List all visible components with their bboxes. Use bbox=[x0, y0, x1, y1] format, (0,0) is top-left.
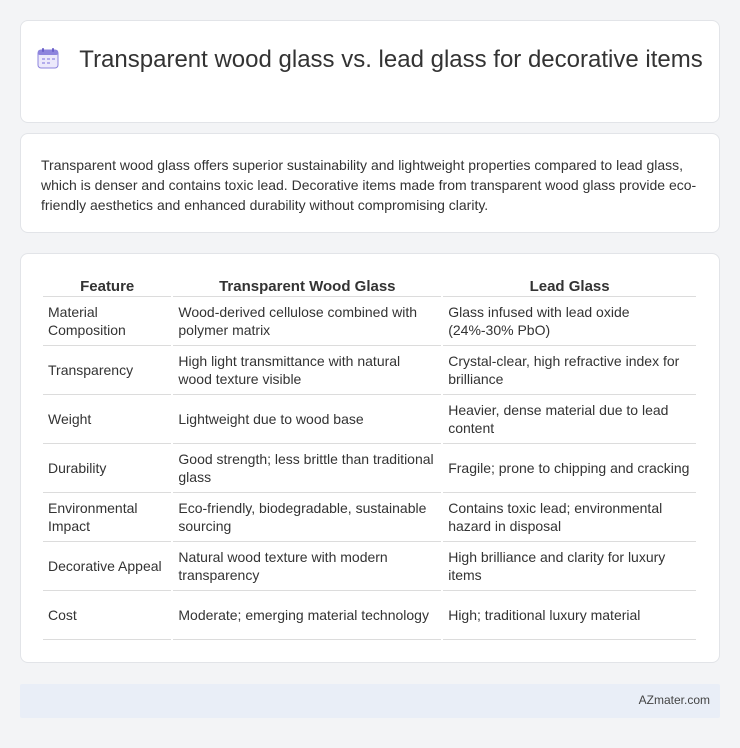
footer-brand[interactable]: AZmater.com bbox=[638, 693, 710, 707]
table-row bbox=[43, 297, 696, 346]
table-row bbox=[43, 542, 696, 591]
feature-cell: Transparency bbox=[43, 346, 171, 395]
intro-card bbox=[20, 133, 720, 233]
calendar-icon bbox=[37, 47, 59, 69]
table-header-row bbox=[43, 274, 696, 297]
lead-glass-cell: High brilliance and clarity for luxury items bbox=[443, 542, 696, 591]
feature-cell: Durability bbox=[43, 444, 171, 493]
header-transparent-wood-glass: Transparent Wood Glass bbox=[173, 274, 441, 297]
feature-cell: Weight bbox=[43, 395, 171, 444]
comparison-table-card bbox=[20, 253, 720, 663]
lead-glass-cell: Heavier, dense material due to lead content bbox=[443, 395, 696, 444]
feature-cell: Material Composition bbox=[43, 297, 171, 346]
header-feature: Feature bbox=[43, 274, 171, 297]
table-row bbox=[43, 591, 696, 640]
feature-cell: Environmental Impact bbox=[43, 493, 171, 542]
wood-glass-cell: High light transmittance with natural wood texture visible bbox=[173, 346, 441, 395]
table-row bbox=[43, 444, 696, 493]
feature-cell: Decorative Appeal bbox=[43, 542, 171, 591]
footer-bar bbox=[20, 684, 720, 718]
lead-glass-cell: High; traditional luxury material bbox=[443, 591, 696, 640]
lead-glass-cell: Fragile; prone to chipping and cracking bbox=[443, 444, 696, 493]
wood-glass-cell: Wood-derived cellulose combined with polymer matrix bbox=[173, 297, 441, 346]
lead-glass-cell: Glass infused with lead oxide (24%-30% PbO) bbox=[443, 297, 696, 346]
lead-glass-cell: Contains toxic lead; environmental hazard in disposal bbox=[443, 493, 696, 542]
wood-glass-cell: Lightweight due to wood base bbox=[173, 395, 441, 444]
feature-cell: Cost bbox=[43, 591, 171, 640]
table-row bbox=[43, 346, 696, 395]
intro-paragraph: Transparent wood glass offers superior sustainability and lightweight properties compared to lead glass, which is denser and contains toxic lead. Decorative items made from transparent wood glass provide eco-friendly aesthetics and enhanced durability without compromising clarity. bbox=[41, 157, 697, 213]
wood-glass-cell: Moderate; emerging material technology bbox=[173, 591, 441, 640]
comparison-table bbox=[41, 274, 698, 640]
table-row bbox=[43, 493, 696, 542]
page-title: Transparent wood glass vs. lead glass for decorative items bbox=[79, 46, 703, 73]
header-lead-glass: Lead Glass bbox=[443, 274, 696, 297]
wood-glass-cell: Natural wood texture with modern transparency bbox=[173, 542, 441, 591]
table-row bbox=[43, 395, 696, 444]
title-card bbox=[20, 20, 720, 123]
wood-glass-cell: Eco-friendly, biodegradable, sustainable sourcing bbox=[173, 493, 441, 542]
page-title-wrap bbox=[21, 45, 719, 74]
wood-glass-cell: Good strength; less brittle than traditional glass bbox=[173, 444, 441, 493]
lead-glass-cell: Crystal-clear, high refractive index for brilliance bbox=[443, 346, 696, 395]
